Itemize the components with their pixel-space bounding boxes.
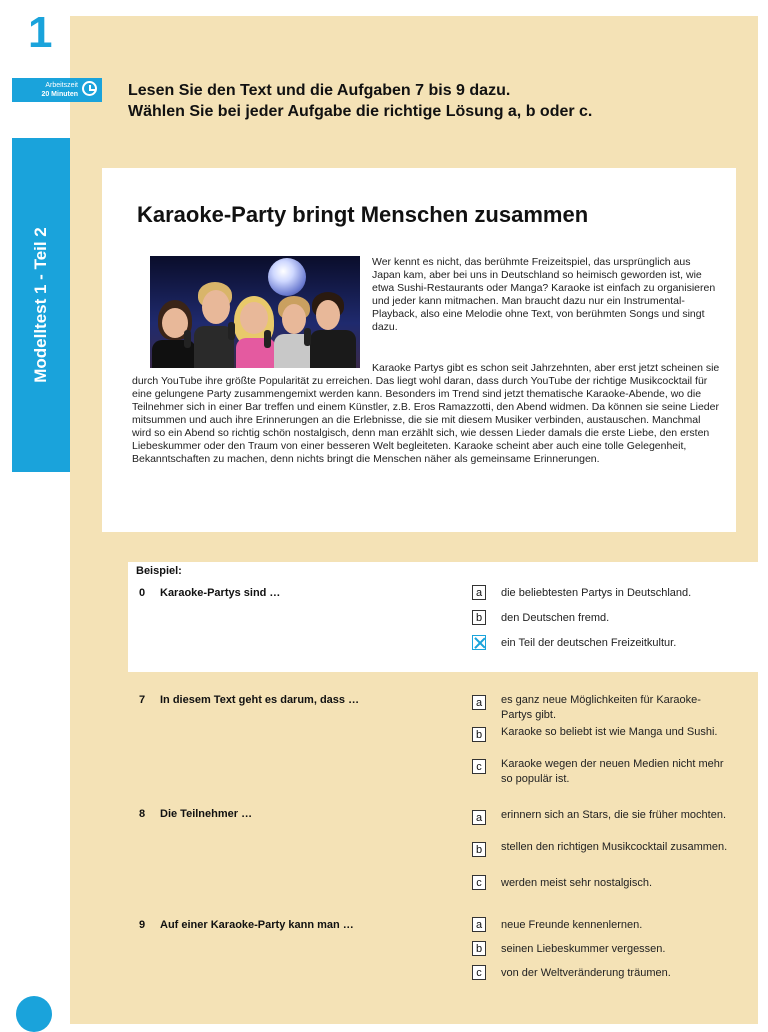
article-title: Karaoke-Party bringt Menschen zusammen — [137, 202, 589, 227]
task-8-question: Die Teilnehmer … — [160, 808, 253, 820]
task-8-option-a[interactable]: a — [472, 810, 486, 825]
timer-badge — [12, 78, 102, 102]
karaoke-photo — [150, 256, 360, 368]
task-8-option-b-text: stellen den richtigen Musikcocktail zusammen. — [501, 841, 728, 853]
clock-icon — [82, 81, 97, 96]
task-8-option-a-text: erinnern sich an Stars, die sie früher mochten. — [501, 809, 727, 821]
task-7-option-b-text: Karaoke so beliebt ist wie Manga und Sushi. — [501, 726, 718, 738]
task-9-option-c[interactable]: c — [472, 965, 486, 980]
example-option-b[interactable]: b — [472, 610, 486, 625]
example-label: Beispiel: — [136, 565, 182, 577]
page-corner-dot — [16, 996, 52, 1032]
task-7-number: 7 — [139, 694, 146, 706]
article-paragraph-1: Wer kennt es nicht, das berühmte Freizeitspiel, das ursprünglich aus Japan kam, aber bei uns in Deutschland so heimisch geworden ist, wie etwa Sushi-Restaurants oder Manga? Karaoke ist einfach zu organisieren und jeder kann mitmachen. Man braucht dazu nur ein Instrumental-Playback, also eine Melodie ohne Text, von berühmten Songs und singt dazu. — [372, 256, 716, 333]
task-8-option-c-text: werden meist sehr nostalgisch. — [501, 877, 653, 889]
example-option-c-text: ein Teil der deutschen Freizeitkultur. — [501, 637, 677, 649]
example-option-b-text: den Deutschen fremd. — [501, 612, 610, 624]
task-9-option-a[interactable]: a — [472, 917, 486, 932]
instruction-line-1: Lesen Sie den Text und die Aufgaben 7 bis 9 dazu. — [128, 82, 511, 99]
example-option-a-text: die beliebtesten Partys in Deutschland. — [501, 587, 692, 599]
task-8-option-b[interactable]: b — [472, 842, 486, 857]
instructions — [128, 80, 592, 122]
task-9-question: Auf einer Karaoke-Party kann man … — [160, 919, 354, 931]
task-9-number: 9 — [139, 919, 146, 931]
task-9-option-b[interactable]: b — [472, 941, 486, 956]
task-7-option-c[interactable]: c — [472, 759, 486, 774]
task-9-option-a-text: neue Freunde kennenlernen. — [501, 919, 643, 931]
page-number: 1 — [28, 8, 53, 57]
article-box — [102, 168, 736, 532]
section-tab-label: Modelltest 1 - Teil 2 — [31, 227, 50, 383]
task-7-question: In diesem Text geht es darum, dass … — [160, 694, 360, 706]
article-paragraph-2: Karaoke Partys gibt es schon seit Jahrzehnten, aber erst jetzt scheinen sie durch YouTube ihre größte Popularität zu erreichen. Das liegt wohl daran, dass durch YouTube der richtige Musikcocktail für eine gelungene Party zusammengemixt werden kann. Besonders im Trend sind jetzt thematische Karaoke-Abende, wo die Teilnehmer sich in einer Bar treffen und einem Künstler, z.B. Eros Ramazzotti, den Abend widmen. Da können sie seine Lieder mitsummen und auch ihre Erinnerungen an die Erlebnisse, die sie mit diesem Musiker verbinden, austauschen. Manchmal wird so ein Abend so richtig schön nostalgisch, denn man erzählt sich, wie dessen Lieder damals die erste Liebe, den ersten Liebeskummer oder den Traum von einer besseren Welt begleiteten. Karaoke scheint aber auch eine tolle Gelegenheit, Bekanntschaften zu machen, denn nichts bringt die Menschen näher als gemeinsame Erinnerungen. — [132, 362, 720, 465]
example-question: Karaoke-Partys sind … — [160, 587, 281, 599]
section-tab — [12, 138, 70, 472]
timer-duration: 20 Minuten — [41, 91, 78, 98]
example-number: 0 — [139, 587, 146, 599]
timer-label: Arbeitszeit — [45, 82, 78, 89]
task-7-option-a-text: es ganz neue Möglichkeiten für Karaoke-Partys gibt. — [501, 694, 701, 721]
instruction-line-2: Wählen Sie bei jeder Aufgabe die richtige Lösung a, b oder c. — [128, 103, 593, 120]
task-7-option-c-text: Karaoke wegen der neuen Medien nicht mehr so populär ist. — [501, 758, 724, 785]
task-8-option-c[interactable]: c — [472, 875, 486, 890]
task-7-option-b[interactable]: b — [472, 727, 486, 742]
task-9-option-c-text: von der Weltveränderung träumen. — [501, 967, 671, 979]
example-option-a[interactable]: a — [472, 585, 486, 600]
task-7-option-a[interactable]: a — [472, 695, 486, 710]
task-8-number: 8 — [139, 808, 146, 820]
disco-ball — [268, 258, 306, 296]
example-option-c-checked[interactable] — [472, 635, 486, 650]
task-9-option-b-text: seinen Liebeskummer vergessen. — [501, 943, 666, 955]
